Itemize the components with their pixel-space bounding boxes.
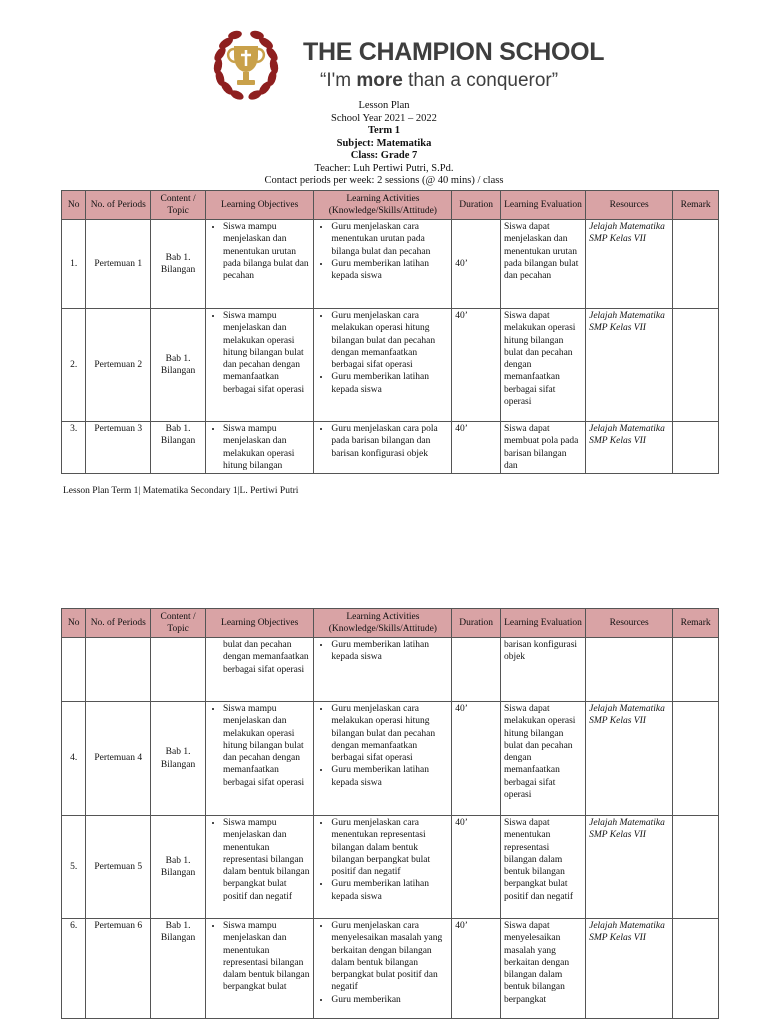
lesson-plan-table-page2 bbox=[61, 608, 719, 1019]
lesson-plan-table-page1 bbox=[61, 190, 719, 474]
table-row: 4. Pertemuan 4 Bab 1. Bilangan • Siswa mampu menjelaskan dan melakukan operasi hitung bilangan bulat dan pecahan dengan memanfaatkan berbagai sifat operasi • Guru menjelaskan cara melakukan operasi hitung bilangan bulat dan pecahan dengan memanfaatkan berbagai sifat operasi • Guru memberikan latihan kepada siswa 40’ Siswa dapat melakukan operasi hitung bilangan bulat dan pecahan dengan memanfaatkan berbagai sifat operasi Jelajah Matematika SMP Kelas VII bbox=[62, 702, 719, 816]
doc-title: Lesson Plan bbox=[358, 100, 410, 111]
col-remark: Remark bbox=[673, 609, 719, 638]
col-activities: Learning Activities (Knowledge/Skills/Attitude) bbox=[314, 609, 452, 638]
lesson-plan-meta bbox=[0, 100, 768, 188]
table-row: 5. Pertemuan 5 Bab 1. Bilangan • Siswa mampu menjelaskan dan menentukan representasi bilangan dalam bentuk bilangan berpangkat bulat positif dan negatif • Guru menjelaskan cara menentukan representasi bilangan dalam bentuk bilangan berpangkat bulat positif dan negatif • Guru memberikan latihan kepada siswa 40’ Siswa dapat menentukan representasi bilangan dalam bentuk bilangan berpangkat bulat positif dan negatif Jelajah Matematika SMP Kelas VII bbox=[62, 816, 719, 919]
teacher: Teacher: Luh Pertiwi Putri, S.Pd. bbox=[314, 162, 454, 174]
class: Class: Grade 7 bbox=[350, 150, 418, 161]
table-row: 6. Pertemuan 6 Bab 1. Bilangan • Siswa mampu menjelaskan dan menentukan representasi bilangan dalam bentuk bilangan berpangkat bulat • Guru menjelaskan cara menyelesaikan masalah yang berkaitan dengan bilangan dalam bentuk bilangan berpangkat bulat positif dan negatif • Guru memberikan 40’ Siswa dapat menyelesaikan masalah yang berkaitan dengan bilangan dalam bentuk bilangan berpangkat Jelajah Matematika SMP Kelas VII bbox=[62, 919, 719, 1019]
table-row: 1. Pertemuan 1 Bab 1. Bilangan • Siswa mampu menjelaskan dan menentukan urutan pada bilanga bulat dan pecahan • Guru menjelaskan cara menentukan urutan pada bilanga bulat dan pecahan • Guru memberikan latihan kepada siswa 40’ Siswa dapat menjelaskan dan menentukan urutan pada bilangan bulat dan pecahan Jelajah Matematika SMP Kelas VII bbox=[62, 220, 719, 309]
col-evaluation: Learning Evaluation bbox=[500, 191, 585, 220]
col-topic: Content / Topic bbox=[151, 609, 206, 638]
col-resources: Resources bbox=[586, 191, 673, 220]
table-header-row bbox=[62, 609, 719, 638]
table-row: 2. Pertemuan 2 Bab 1. Bilangan • Siswa mampu menjelaskan dan melakukan operasi hitung bilangan bulat dan pecahan dengan memanfaatkan berbagai sifat operasi • Guru menjelaskan cara melakukan operasi hitung bilangan bulat dan pecahan dengan memanfaatkan berbagai sifat operasi • Guru memberikan latihan kepada siswa 40’ Siswa dapat melakukan operasi hitung bilangan bulat dan pecahan dengan memanfaatkan berbagai sifat operasi Jelajah Matematika SMP Kelas VII bbox=[62, 309, 719, 422]
school-year: School Year 2021 – 2022 bbox=[331, 112, 437, 124]
col-resources: Resources bbox=[586, 609, 673, 638]
table-row: bulat dan pecahan dengan memanfaatkan berbagai sifat operasi • Guru memberikan latihan kepada siswa barisan konfigurasi objek bbox=[62, 638, 719, 702]
col-evaluation: Learning Evaluation bbox=[500, 609, 585, 638]
col-activities: Learning Activities (Knowledge/Skills/Attitude) bbox=[314, 191, 452, 220]
col-topic: Content / Topic bbox=[151, 191, 206, 220]
page-footer: Lesson Plan Term 1| Matematika Secondary 1|L. Pertiwi Putri bbox=[63, 486, 299, 496]
subject: Subject: Matematika bbox=[336, 137, 432, 149]
page-header bbox=[0, 0, 768, 100]
laurel-trophy-logo-icon bbox=[208, 26, 284, 102]
table-header-row bbox=[62, 191, 719, 220]
school-tagline: “I'm more than a conqueror” bbox=[320, 70, 559, 91]
col-objectives: Learning Objectives bbox=[205, 191, 313, 220]
contact-periods: Contact periods per week: 2 sessions (@ 40 mins) / class bbox=[264, 175, 504, 186]
col-remark: Remark bbox=[673, 191, 719, 220]
col-periods: No. of Periods bbox=[86, 191, 151, 220]
table-row: 3. Pertemuan 3 Bab 1. Bilangan • Siswa mampu menjelaskan dan melakukan operasi hitung bilangan • Guru menjelaskan cara pola pada barisan bilangan dan barisan konfigurasi objek 40’ Siswa dapat membuat pola pada barisan bilangan dan Jelajah Matematika SMP Kelas VII bbox=[62, 422, 719, 474]
col-no: No bbox=[62, 609, 86, 638]
col-periods: No. of Periods bbox=[86, 609, 151, 638]
term: Term 1 bbox=[368, 125, 400, 136]
col-objectives: Learning Objectives bbox=[205, 609, 313, 638]
col-no: No bbox=[62, 191, 86, 220]
col-duration: Duration bbox=[452, 609, 501, 638]
school-name: THE CHAMPION SCHOOL bbox=[303, 38, 605, 66]
col-duration: Duration bbox=[452, 191, 501, 220]
